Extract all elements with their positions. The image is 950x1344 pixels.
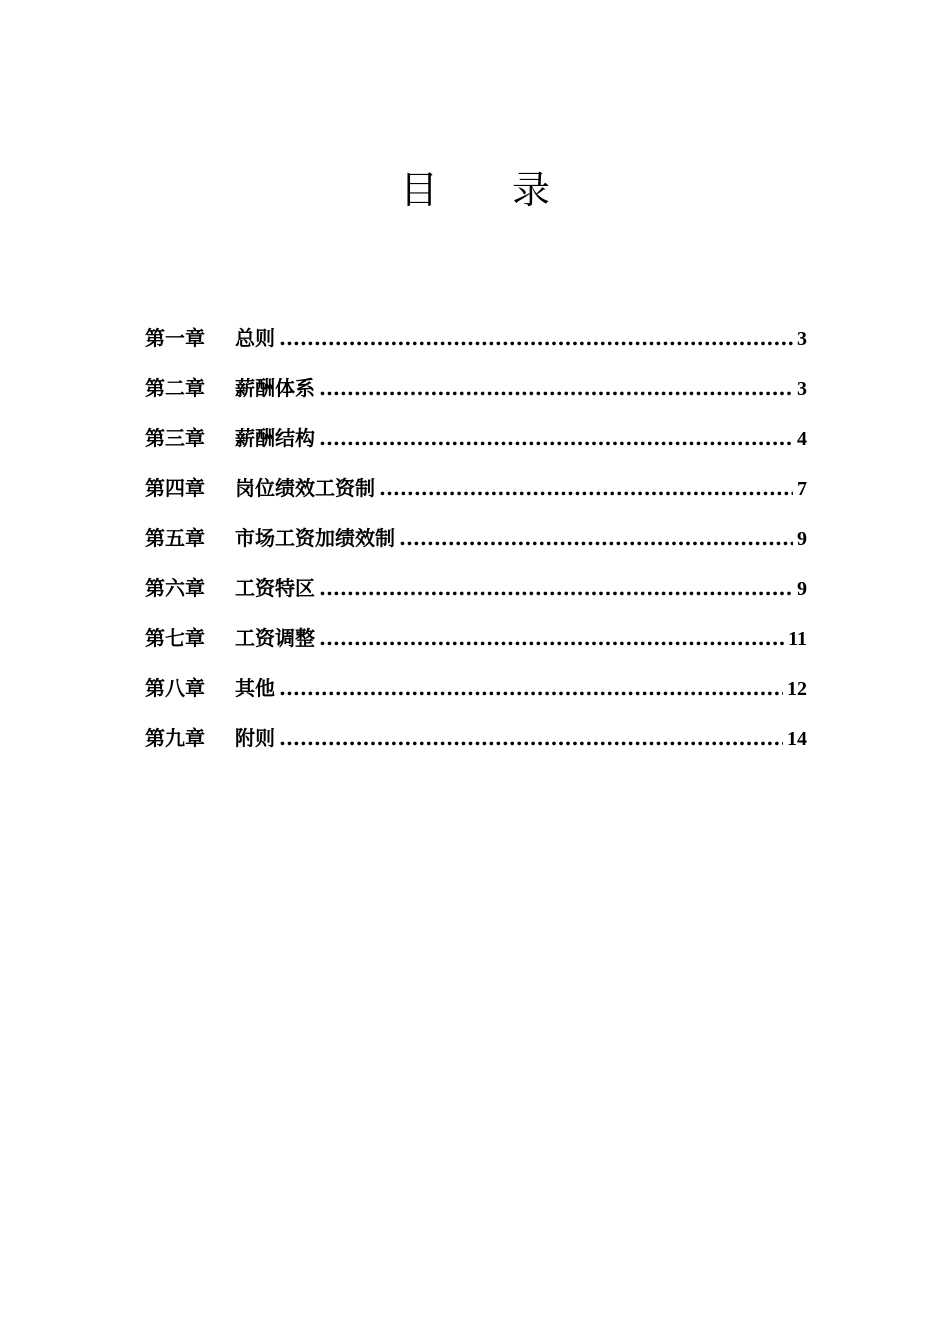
chapter-title: 薪酬体系 — [235, 376, 315, 400]
page-number: 9 — [797, 578, 807, 600]
toc-entry-3[interactable] — [145, 422, 807, 472]
toc-heading-char-1: 目 — [399, 168, 438, 212]
page-number: 3 — [797, 328, 807, 350]
chapter-number: 第一章 — [145, 326, 205, 350]
dot-leader — [279, 676, 783, 700]
chapter-title: 薪酬结构 — [235, 426, 315, 450]
chapter-title: 工资特区 — [235, 576, 315, 600]
toc-entry-8[interactable] — [145, 672, 807, 722]
dot-leader — [319, 626, 784, 650]
chapter-number: 第三章 — [145, 426, 205, 450]
toc-heading-char-2: 录 — [512, 168, 551, 212]
dot-leader — [319, 576, 793, 600]
dot-leader — [279, 726, 783, 750]
dot-leader — [399, 526, 793, 550]
chapter-number: 第二章 — [145, 376, 205, 400]
toc-entry-2[interactable] — [145, 372, 807, 422]
toc-entry-7[interactable] — [145, 622, 807, 672]
chapter-number: 第八章 — [145, 676, 205, 700]
table-of-contents — [145, 322, 807, 772]
toc-entry-5[interactable] — [145, 522, 807, 572]
dot-leader — [279, 326, 793, 350]
toc-heading — [0, 164, 950, 216]
chapter-number: 第四章 — [145, 476, 205, 500]
page-number: 14 — [787, 728, 807, 750]
page-number: 7 — [797, 478, 807, 500]
chapter-title: 工资调整 — [235, 626, 315, 650]
chapter-title: 市场工资加绩效制 — [235, 526, 395, 550]
page-number: 9 — [797, 528, 807, 550]
toc-entry-9[interactable] — [145, 722, 807, 772]
page-number: 4 — [797, 428, 807, 450]
page-number: 3 — [797, 378, 807, 400]
toc-entry-6[interactable] — [145, 572, 807, 622]
dot-leader — [319, 376, 793, 400]
chapter-number: 第九章 — [145, 726, 205, 750]
chapter-number: 第七章 — [145, 626, 205, 650]
dot-leader — [319, 426, 793, 450]
chapter-title: 总则 — [235, 326, 275, 350]
chapter-number: 第五章 — [145, 526, 205, 550]
chapter-number: 第六章 — [145, 576, 205, 600]
dot-leader — [379, 476, 793, 500]
page-number: 11 — [788, 628, 807, 650]
chapter-title: 其他 — [235, 676, 275, 700]
chapter-title: 岗位绩效工资制 — [235, 476, 375, 500]
toc-entry-4[interactable] — [145, 472, 807, 522]
chapter-title: 附则 — [235, 726, 275, 750]
page-number: 12 — [787, 678, 807, 700]
toc-entry-1[interactable] — [145, 322, 807, 372]
